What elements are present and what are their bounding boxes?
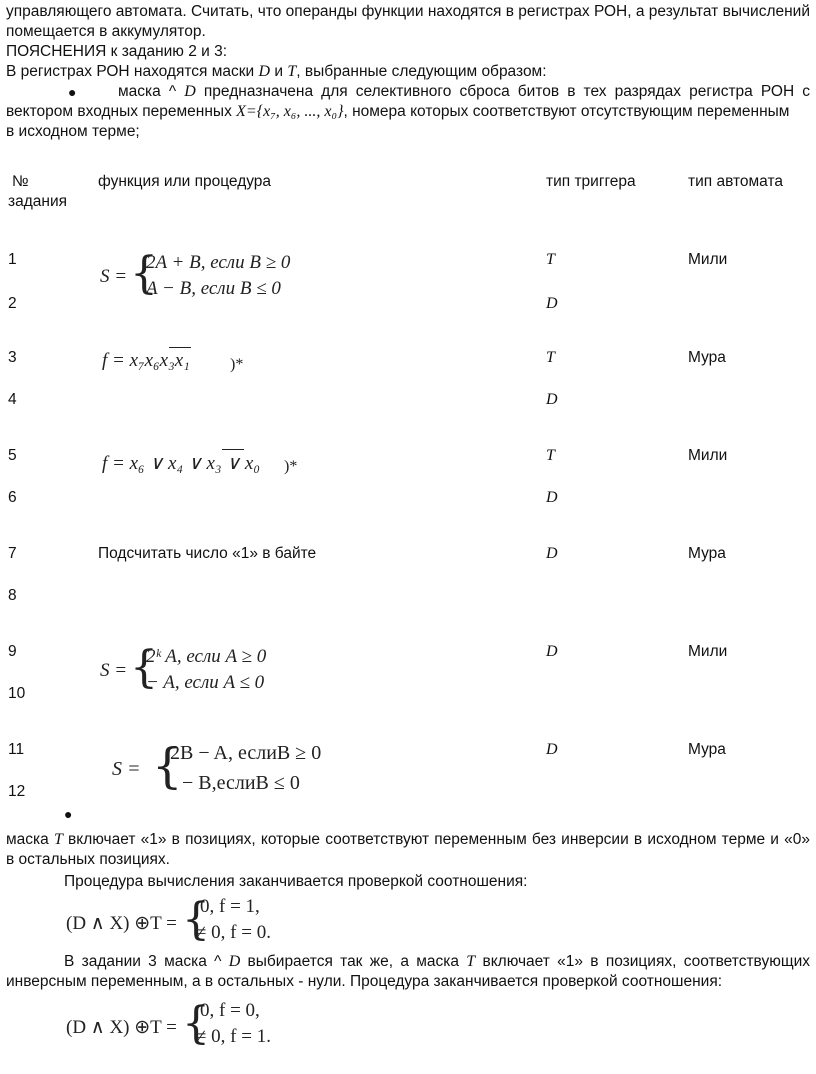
formula-s-row9: S = { 2ᵏ A, если A ≥ 0 − A, если A ≤ 0: [100, 642, 320, 698]
task-number: 3: [8, 349, 17, 366]
automaton-type: Мили: [688, 251, 728, 268]
task-number: 4: [8, 391, 17, 408]
function-text: Подсчитать число «1» в байте: [98, 545, 317, 562]
inversion-bar: [222, 449, 244, 450]
bullet2-line-1: маска T включает «1» в позициях, которые соответствуют переменным без инверсии в исходном терме и «0»: [6, 831, 810, 848]
task3-line-1: В задании 3 маска ^ D выбирается так же, а маска T включает «1» в позициях, соответствующих: [64, 953, 810, 970]
task-number: 6: [8, 489, 17, 506]
task-number: 9: [8, 643, 17, 660]
brace-icon: {: [130, 248, 158, 299]
brace-icon: {: [130, 642, 158, 693]
masks-sentence: В регистрах РОН находятся маски D и T, выбранные следующим образом:: [6, 63, 547, 80]
formula-s-row11: S = { 2B − A, еслиB ≥ 0 − B,еслиB ≤ 0: [112, 738, 322, 794]
bullet-icon: ●: [68, 84, 77, 100]
task-number: 12: [8, 783, 26, 800]
bullet1-line-3: в исходном терме;: [6, 123, 140, 140]
trigger-type: D: [546, 489, 558, 506]
trigger-type: D: [546, 295, 558, 312]
automaton-type: Мура: [688, 741, 726, 758]
explanations-heading: ПОЯСНЕНИЯ к заданию 2 и 3:: [6, 43, 228, 60]
task-number: 2: [8, 295, 17, 312]
automaton-type: Мура: [688, 349, 726, 366]
header-trigger: тип триггера: [546, 173, 636, 190]
task-number: 1: [8, 251, 17, 268]
automaton-type: Мура: [688, 545, 726, 562]
trigger-type: D: [546, 741, 558, 758]
intro-line-1: управляющего автомата. Считать, что операнды функции находятся в регистрах РОН, а результат вычислений: [6, 3, 810, 20]
bullet1-line-2: вектором входных переменных X={x₇, x₆, ..., x₀}, номера которых соответствуют отсутствующим переменным: [6, 103, 790, 120]
task-number: 7: [8, 545, 17, 562]
task-number: 8: [8, 587, 17, 604]
bullet-icon: ●: [64, 806, 73, 822]
trigger-type: D: [546, 391, 558, 408]
equation-1: (D ∧ X) ⊕T = { 0, f = 1, ≠ 0, f = 0.: [66, 894, 306, 950]
task-number: 11: [8, 741, 25, 758]
task-number: 10: [8, 685, 26, 702]
header-number: №: [12, 173, 29, 190]
trigger-type: D: [546, 545, 558, 562]
inversion-bar: [169, 347, 191, 348]
task3-line-2: инверсным переменным, а в остальных - нули. Процедура заканчивается проверкой соотношения:: [6, 973, 723, 990]
trigger-type: T: [546, 251, 555, 268]
procedure-sentence: Процедура вычисления заканчивается проверкой соотношения:: [64, 873, 528, 890]
formula-s-row1: S = { 2A + B, если B ≥ 0 A − B, если B ≤ 0: [100, 250, 340, 306]
brace-icon: {: [152, 738, 183, 794]
header-automaton: тип автомата: [688, 173, 783, 190]
bullet2-line-2: в остальных позициях.: [6, 851, 170, 868]
brace-icon: {: [182, 998, 210, 1049]
equation-2: (D ∧ X) ⊕T = { 0, f = 0, ≠ 0, f = 1.: [66, 998, 306, 1054]
brace-icon: {: [182, 894, 210, 945]
header-function: функция или процедура: [98, 173, 272, 190]
header-task: задания: [8, 193, 68, 210]
automaton-type: Мили: [688, 643, 728, 660]
task-number: 5: [8, 447, 17, 464]
bullet1-line-1: маска ^ D предназначена для селективного сброса битов в тех разрядах регистра РОН с: [118, 83, 810, 100]
trigger-type: T: [546, 349, 555, 366]
intro-line-2: помещается в аккумулятор.: [6, 23, 206, 40]
trigger-type: T: [546, 447, 555, 464]
automaton-type: Мили: [688, 447, 728, 464]
trigger-type: D: [546, 643, 558, 660]
